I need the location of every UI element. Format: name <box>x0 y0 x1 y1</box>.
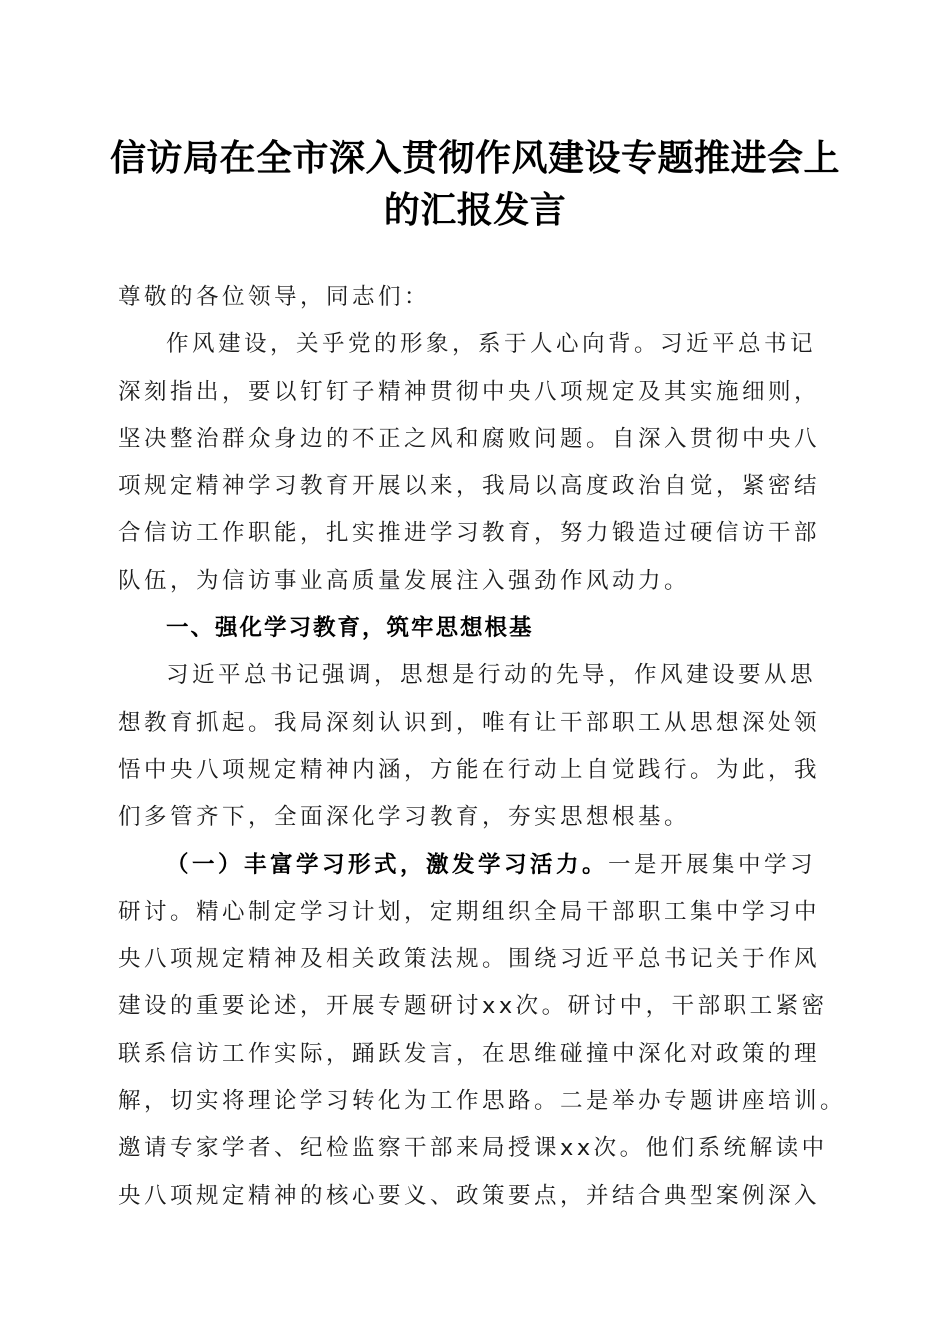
document-body <box>118 274 847 1220</box>
subsection-line: 建设的重要论述，开展专题研讨xx次。研讨中，干部职工紧密 <box>118 993 828 1020</box>
section-line: 习近平总书记强调，思想是行动的先导，作风建设要从思 <box>166 662 817 689</box>
subsection-line: 央八项规定精神及相关政策法规。围绕习近平总书记关于作风 <box>118 946 821 973</box>
intro-line: 队伍，为信访事业高质量发展注入强劲作风动力。 <box>118 567 691 594</box>
intro-line: 项规定精神学习教育开展以来，我局以高度政治自觉，紧密结 <box>118 473 821 500</box>
subsection-line-rest: 一是开展集中学习 <box>608 851 817 878</box>
title-line-1: 信访局在全市深入贯彻作风建设专题推进会上 <box>109 137 840 179</box>
section-heading: 一、强化学习教育，筑牢思想根基 <box>166 615 534 642</box>
intro-line: 坚决整治群众身边的不正之风和腐败问题。自深入贯彻中央八 <box>118 425 821 452</box>
intro-line: 合信访工作职能，扎实推进学习教育，努力锻造过硬信访干部 <box>118 520 821 547</box>
subsection-line: 邀请专家学者、纪检监察干部来局授课xx次。他们系统解读中 <box>118 1135 828 1162</box>
salutation: 尊敬的各位领导，同志们： <box>118 284 431 310</box>
subsection-first-line <box>118 842 838 889</box>
document-title <box>100 132 850 236</box>
title-line-2: 的汇报发言 <box>383 189 567 231</box>
subsection-line: 解，切实将理论学习转化为工作思路。二是举办专题讲座培训。 <box>118 1088 847 1115</box>
subsection-heading: （一）丰富学习形式，激发学习活力。 <box>166 851 609 878</box>
subsection-line: 研讨。精心制定学习计划，定期组织全局干部职工集中学习中 <box>118 898 821 925</box>
subsection-line: 联系信访工作实际，踊跃发言，在思维碰撞中深化对政策的理 <box>118 1040 821 1067</box>
section-line: 想教育抓起。我局深刻认识到，唯有让干部职工从思想深处领 <box>118 709 821 736</box>
intro-line: 深刻指出，要以钉钉子精神贯彻中央八项规定及其实施细则， <box>118 378 821 405</box>
intro-line: 作风建设，关乎党的形象，系于人心向背。习近平总书记 <box>166 331 817 358</box>
section-line: 悟中央八项规定精神内涵，方能在行动上自觉践行。为此，我 <box>118 756 821 783</box>
subsection-line: 央八项规定精神的核心要义、政策要点，并结合典型案例深入 <box>118 1182 821 1209</box>
section-line: 们多管齐下，全面深化学习教育，夯实思想根基。 <box>118 804 691 831</box>
